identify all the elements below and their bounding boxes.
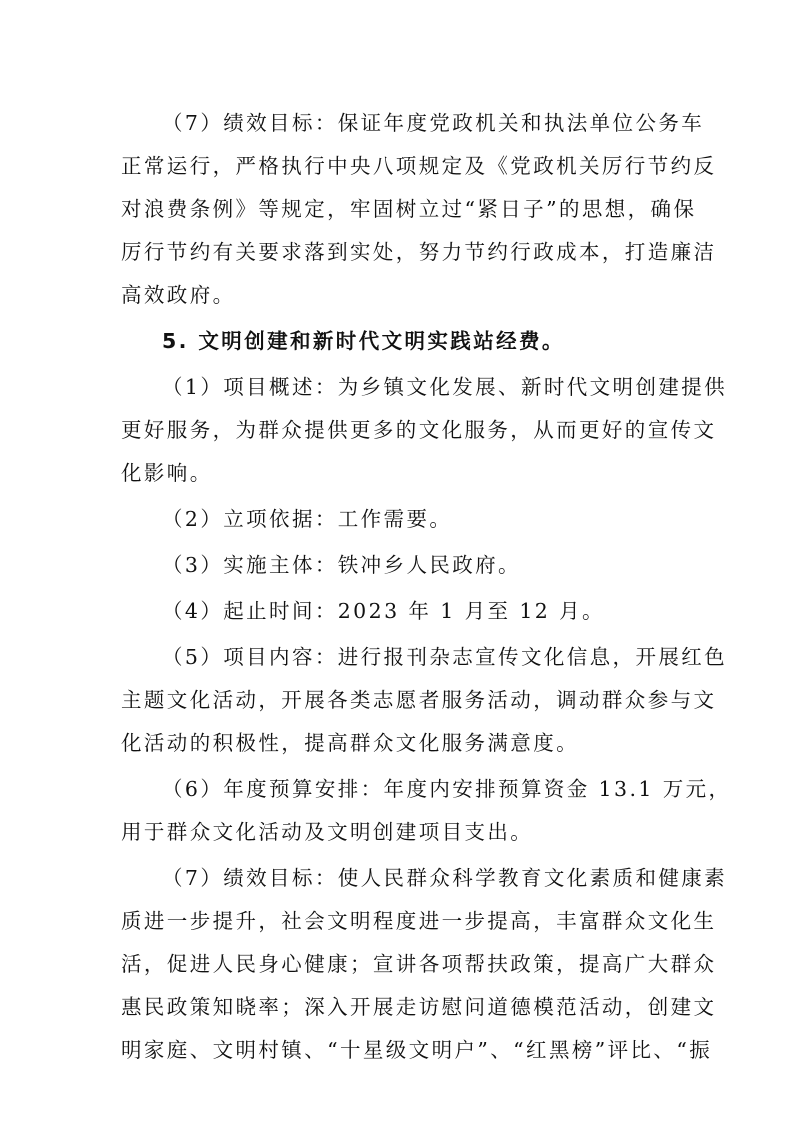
text-line: （7）绩效目标：保证年度党政机关和执法单位公务车 xyxy=(162,111,705,135)
text-line: 5. 文明创建和新时代文明实践站经费。 xyxy=(162,329,565,353)
text-line: 活，促进人民身心健康；宣讲各项帮扶政策，提高广大群众 xyxy=(121,952,717,976)
text-line: 主题文化活动，开展各类志愿者服务活动，调动群众参与文 xyxy=(121,688,717,712)
text-line: 化影响。 xyxy=(121,461,213,485)
text-line: 正常运行，严格执行中央八项规定及《党政机关厉行节约反 xyxy=(121,154,717,178)
paragraph xyxy=(121,590,680,633)
text-line: 明家庭、文明村镇、“十星级文明户”、“红黑榜”评比、“振 xyxy=(121,1038,713,1062)
text-line: （3）实施主体：铁冲乡人民政府。 xyxy=(162,553,521,577)
text-line: 更好服务，为群众提供更多的文化服务，从而更好的宣传文 xyxy=(121,418,717,442)
text-line: 厉行节约有关要求落到实处，努力节约行政成本，打造廉洁 xyxy=(121,240,717,264)
paragraph xyxy=(121,544,680,587)
document-body xyxy=(121,102,732,1072)
text-line: （4）起止时间：2023 年 1 月至 12 月。 xyxy=(162,599,605,623)
text-line: （6）年度预算安排：年度内安排预算资金 13.1 万元， xyxy=(162,777,732,801)
text-line: 质进一步提升，社会文明程度进一步提高，丰富群众文化生 xyxy=(121,909,717,933)
paragraph xyxy=(121,768,732,854)
text-line: （7）绩效目标：使人民群众科学教育文化素质和健康素 xyxy=(162,866,728,890)
text-line: 化活动的积极性，提高群众文化服务满意度。 xyxy=(121,731,579,755)
paragraph xyxy=(121,636,728,765)
paragraph xyxy=(121,102,717,317)
text-line: （5）项目内容：进行报刊杂志宣传文化信息，开展红色 xyxy=(162,645,728,669)
text-line: 用于群众文化活动及文明创建项目支出。 xyxy=(121,820,534,844)
text-line: （1）项目概述：为乡镇文化发展、新时代文明创建提供 xyxy=(162,375,728,399)
text-line: 对浪费条例》等规定，牢固树立过“紧日子”的思想，确保 xyxy=(121,197,697,221)
text-line: 高效政府。 xyxy=(121,283,236,307)
text-line: 惠民政策知晓率；深入开展走访慰问道德模范活动，创建文 xyxy=(121,995,717,1019)
paragraph xyxy=(121,498,680,541)
paragraph xyxy=(121,366,728,495)
paragraph xyxy=(121,857,728,1072)
section-heading xyxy=(121,320,680,363)
text-line: （2）立项依据：工作需要。 xyxy=(162,507,453,531)
